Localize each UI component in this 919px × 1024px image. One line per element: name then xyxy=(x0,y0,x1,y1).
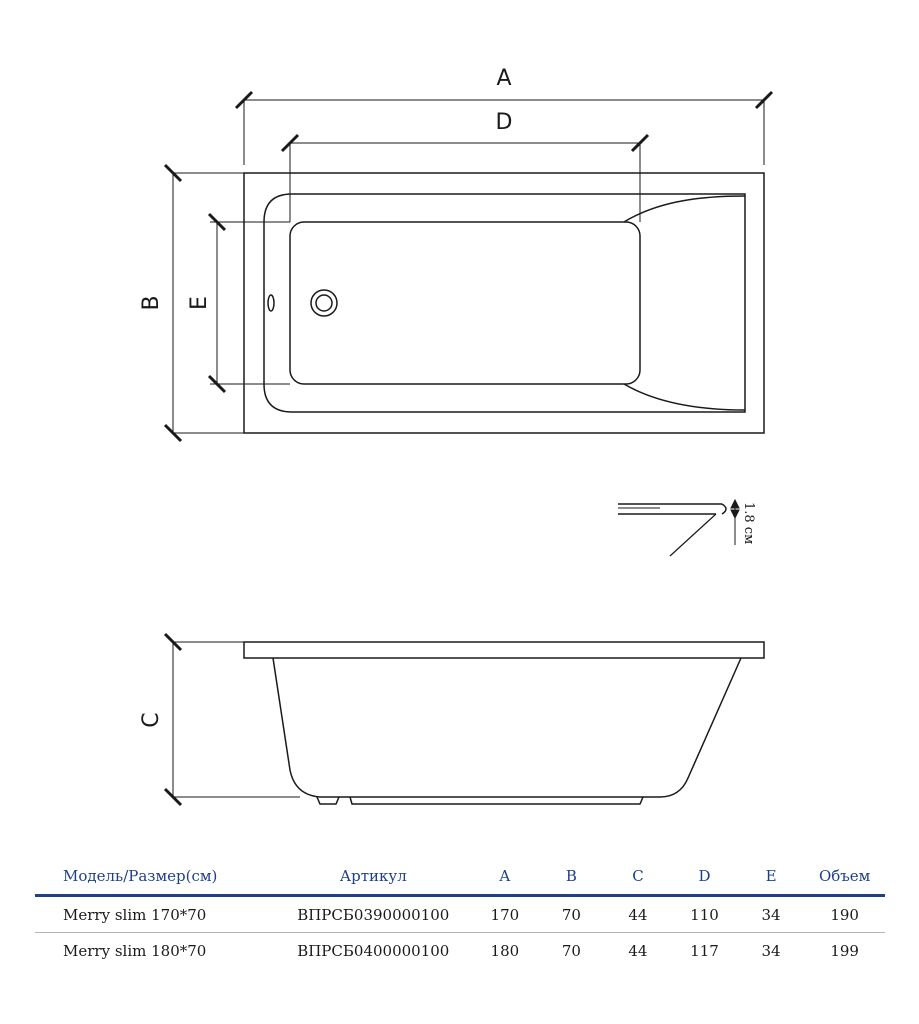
cell-b: 70 xyxy=(561,941,581,960)
backrest-slope-bottom xyxy=(624,384,745,410)
tub-inner-rim xyxy=(264,194,745,412)
drain-inner xyxy=(316,295,332,311)
cell-volume: 190 xyxy=(804,896,885,933)
cell-b: 70 xyxy=(538,896,605,933)
table-row xyxy=(35,933,885,969)
overflow-hole xyxy=(268,295,274,311)
cell-article: ВПРСБ0400000100 xyxy=(297,941,450,960)
drain-outer xyxy=(311,290,337,316)
side-view xyxy=(244,642,764,804)
table-row xyxy=(35,896,885,933)
cell-e: 34 xyxy=(761,941,781,960)
dimension-e xyxy=(209,214,290,392)
tub-foot-base xyxy=(350,797,643,804)
header-a: A xyxy=(472,858,539,896)
tub-body-side xyxy=(273,658,741,797)
cell-d: 110 xyxy=(671,896,738,933)
tub-outline-top xyxy=(244,173,764,433)
header-volume: Объем xyxy=(804,858,885,896)
spec-table xyxy=(35,858,885,968)
header-model: Модель/Размер(см) xyxy=(35,858,275,896)
cell-a: 170 xyxy=(472,896,539,933)
label-c: C xyxy=(139,712,164,728)
label-b: B xyxy=(139,295,164,311)
cell-c: 44 xyxy=(605,896,672,933)
label-rim-thickness: 1.8 см xyxy=(741,502,756,545)
cell-e: 34 xyxy=(738,896,805,933)
cell-model: Merry slim 180*70 xyxy=(63,941,207,960)
cell-d: 117 xyxy=(690,941,719,960)
label-d: D xyxy=(495,110,513,135)
label-a: A xyxy=(496,66,512,91)
cell-a: 180 xyxy=(490,941,520,960)
cell-volume: 199 xyxy=(830,941,859,960)
header-b: B xyxy=(538,858,605,896)
cell-c: 44 xyxy=(628,941,648,960)
tub-rim-side xyxy=(244,642,764,658)
cell-article: ВПРСБ0390000100 xyxy=(275,896,472,933)
tub-basin xyxy=(290,222,640,384)
cell-model: Merry slim 170*70 xyxy=(35,896,275,933)
header-article: Артикул xyxy=(275,858,472,896)
backrest-slope-top xyxy=(624,196,745,222)
table-header-row xyxy=(35,858,885,896)
dimension-d xyxy=(282,135,648,222)
dimension-c xyxy=(165,634,300,805)
header-e: E xyxy=(738,858,805,896)
header-c: C xyxy=(605,858,672,896)
rim-detail xyxy=(618,500,739,556)
tub-foot-left xyxy=(317,797,339,804)
top-view xyxy=(244,173,764,433)
header-d: D xyxy=(671,858,738,896)
label-e: E xyxy=(187,296,212,310)
